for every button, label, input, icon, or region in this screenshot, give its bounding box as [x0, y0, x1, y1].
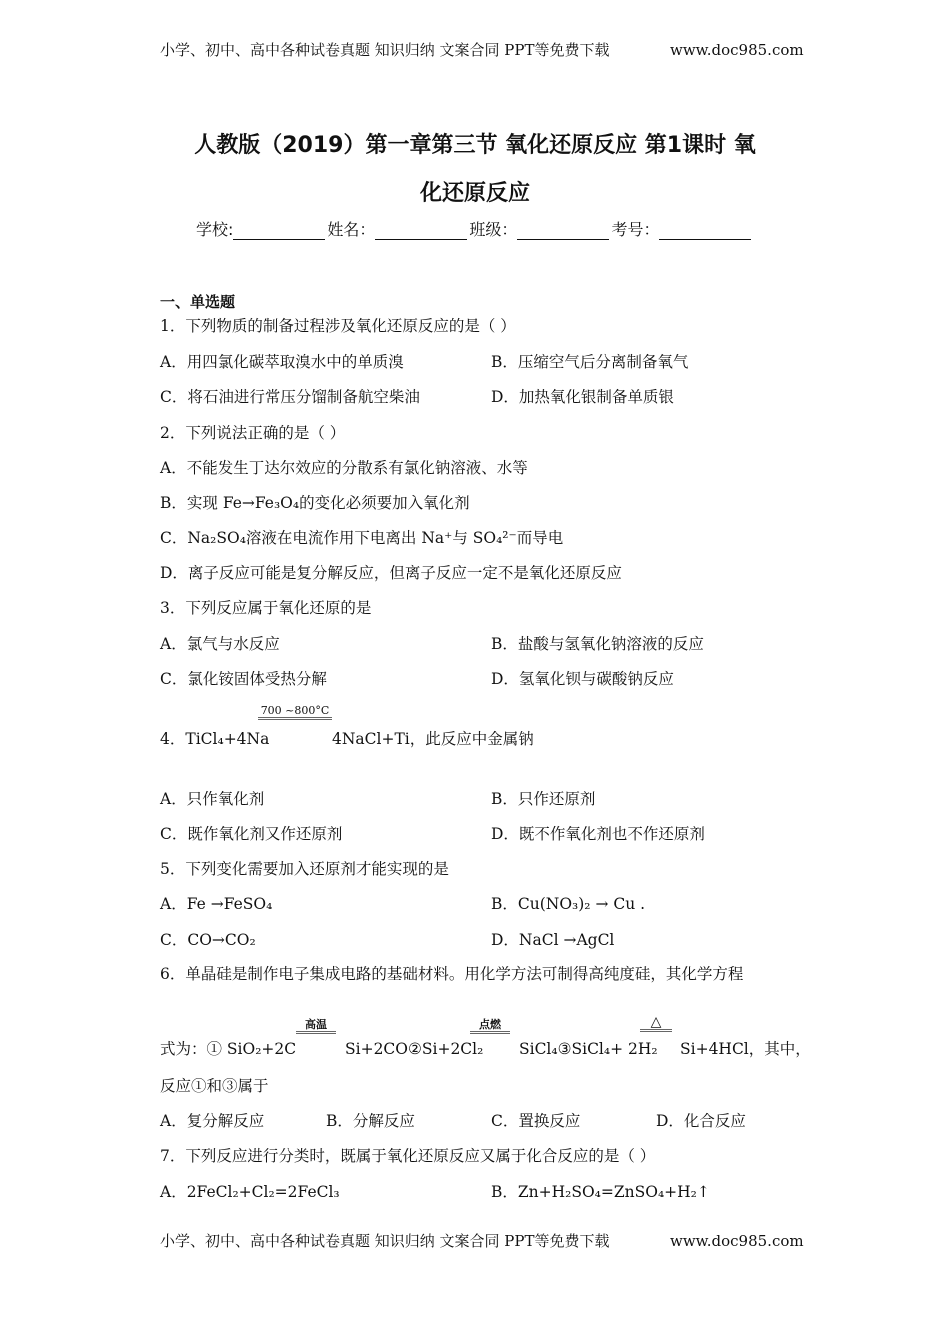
page-title: 人教版（2019）第一章第三节 氧化还原反应 第1课时 氧: [194, 133, 756, 158]
option: A．复分解反应: [160, 1112, 265, 1130]
option: A．氯气与水反应: [160, 635, 280, 653]
option: C．既作氧化剂又作还原剂: [160, 825, 343, 843]
class-field[interactable]: [517, 223, 609, 240]
header-link[interactable]: www.doc985.com: [670, 41, 804, 59]
option: B．压缩空气后分离制备氧气: [491, 353, 689, 371]
number-label: 考号：: [611, 220, 660, 239]
option: A．Fe →FeSO₄: [160, 895, 273, 913]
section-heading: 一、单选题: [160, 293, 236, 311]
name-label: 姓名：: [327, 220, 376, 239]
option: D．加热氧化银制备单质银: [491, 388, 674, 406]
option: D．既不作氧化剂也不作还原剂: [491, 825, 705, 843]
question-3: 3．下列反应属于氧化还原的是: [160, 599, 372, 617]
condition-high-temp: 高温: [296, 1018, 336, 1034]
option: C．将石油进行常压分馏制备航空柴油: [160, 388, 420, 406]
option: A．只作氧化剂: [160, 790, 265, 808]
school-field[interactable]: [233, 223, 325, 240]
condition-heat: △: [640, 1016, 672, 1032]
option: C．CO→CO₂: [160, 931, 256, 949]
equation-part: 式为：① SiO₂+2C: [160, 1040, 297, 1058]
question-2: 2．下列说法正确的是（ ）: [160, 424, 346, 442]
equation-part: SiCl₄③SiCl₄+ 2H₂: [519, 1040, 658, 1058]
option: D．NaCl →AgCl: [491, 931, 615, 949]
question-7: 7．下列反应进行分类时，既属于氧化还原反应又属于化合反应的是（ ）: [160, 1147, 656, 1165]
number-field[interactable]: [659, 223, 751, 240]
option: D．化合反应: [656, 1112, 746, 1130]
option: B．Zn+H₂SO₄=ZnSO₄+H₂↑: [491, 1183, 710, 1201]
question-6-cont: 反应①和③属于: [160, 1077, 269, 1095]
name-field[interactable]: [375, 223, 467, 240]
option: C．氯化铵固体受热分解: [160, 670, 327, 688]
condition-ignite: 点燃: [470, 1018, 510, 1034]
student-info: [196, 217, 753, 240]
option: B．分解反应: [326, 1112, 415, 1130]
reaction-condition: 700 ~800°C: [258, 704, 332, 720]
option: A．用四氯化碳萃取溴水中的单质溴: [160, 353, 404, 371]
page-title-cont: 化还原反应: [419, 181, 530, 206]
option: C．Na₂SO₄溶液在电流作用下电离出 Na⁺与 SO₄²⁻而导电: [160, 529, 564, 547]
footer-link[interactable]: www.doc985.com: [670, 1232, 804, 1250]
class-label: 班级：: [469, 220, 518, 239]
question-1: 1．下列物质的制备过程涉及氧化还原反应的是（ ）: [160, 317, 516, 335]
question-4-cont: 4NaCl+Ti，此反应中金属钠: [332, 730, 534, 748]
option: B．实现 Fe→Fe₃O₄的变化必须要加入氧化剂: [160, 494, 470, 512]
school-label: 学校:: [196, 220, 234, 239]
option: A．2FeCl₂+Cl₂=2FeCl₃: [160, 1183, 340, 1201]
option: D．氢氧化钡与碳酸钠反应: [491, 670, 674, 688]
question-4: 4．TiCl₄+4Na: [160, 730, 270, 748]
option: A．不能发生丁达尔效应的分散系有氯化钠溶液、水等: [160, 459, 528, 477]
equation-part: Si+4HCl，其中，: [680, 1040, 811, 1058]
question-5: 5．下列变化需要加入还原剂才能实现的是: [160, 860, 449, 878]
equation-part: Si+2CO②Si+2Cl₂: [345, 1040, 484, 1058]
footer-text: 小学、初中、高中各种试卷真题 知识归纳 文案合同 PPT等免费下载: [160, 1232, 610, 1250]
option: B．只作还原剂: [491, 790, 596, 808]
option: B．盐酸与氢氧化钠溶液的反应: [491, 635, 704, 653]
option: B．Cu(NO₃)₂ → Cu .: [491, 895, 646, 913]
question-6: 6．单晶硅是制作电子集成电路的基础材料。用化学方法可制得高纯度硅，其化学方程: [160, 965, 744, 983]
option: C．置换反应: [491, 1112, 581, 1130]
header-text: 小学、初中、高中各种试卷真题 知识归纳 文案合同 PPT等免费下载: [160, 41, 610, 59]
option: D．离子反应可能是复分解反应，但离子反应一定不是氧化还原反应: [160, 564, 622, 582]
